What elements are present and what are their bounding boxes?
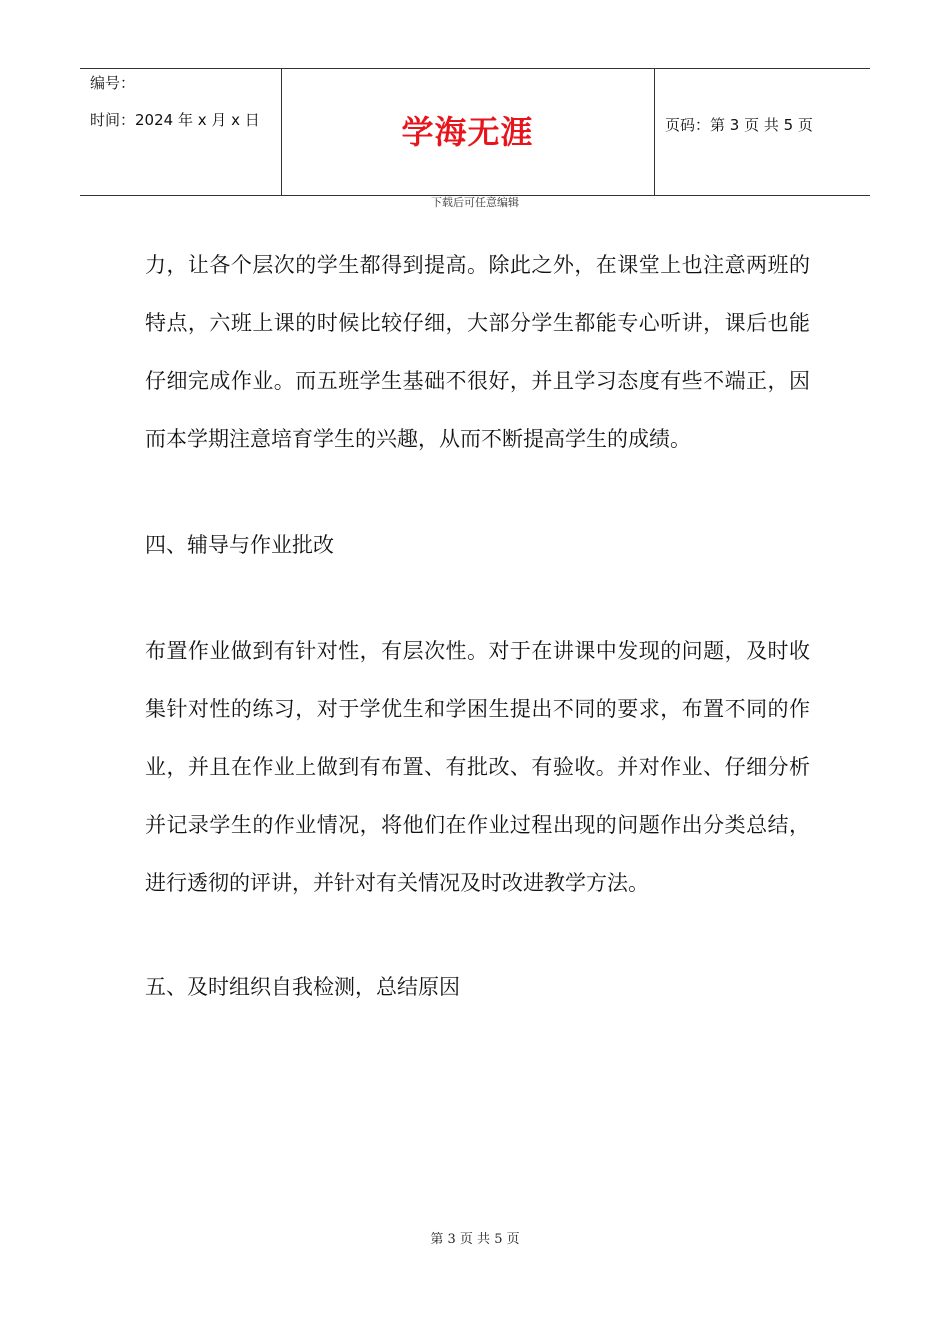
header-left-cell	[80, 69, 282, 195]
section-heading-self-testing: 五、及时组织自我检测，总结原因	[145, 975, 460, 999]
edit-note: 下载后可任意编辑	[431, 196, 519, 209]
page-number-label: 页码：第 3 页 共 5 页	[665, 116, 813, 134]
header-center-cell	[281, 69, 655, 195]
document-number-label: 编号：	[90, 74, 136, 92]
section-heading-tutoring: 四、辅导与作业批改	[145, 533, 334, 557]
document-time-label: 时间：2024 年 x 月 x 日	[90, 111, 260, 129]
document-body	[145, 236, 810, 1016]
paragraph-class-comparison: 力，让各个层次的学生都得到提高。除此之外，在课堂上也注意两班的特点，六班上课的时候比较仔细，大部分学生都能专心听讲，课后也能仔细完成作业。而五班学生基础不很好，并且学习态度有些不端正，因而本学期注意培育学生的兴趣，从而不断提高学生的成绩。	[145, 253, 810, 451]
page-footer: 第 3 页 共 5 页	[430, 1232, 520, 1247]
header-right-cell	[655, 69, 870, 195]
paragraph-homework: 布置作业做到有针对性，有层次性。对于在讲课中发现的问题，及时收集针对性的练习，对于学优生和学困生提出不同的要求，布置不同的作业，并且在作业上做到有布置、有批改、有验收。并对作业、仔细分析并记录学生的作业情况，将他们在作业过程出现的问题作出分类总结，进行透彻的评讲，并针对有关情况及时改进教学方法。	[145, 639, 810, 895]
brand-title: 学海无涯	[401, 113, 534, 151]
document-header	[80, 68, 870, 196]
